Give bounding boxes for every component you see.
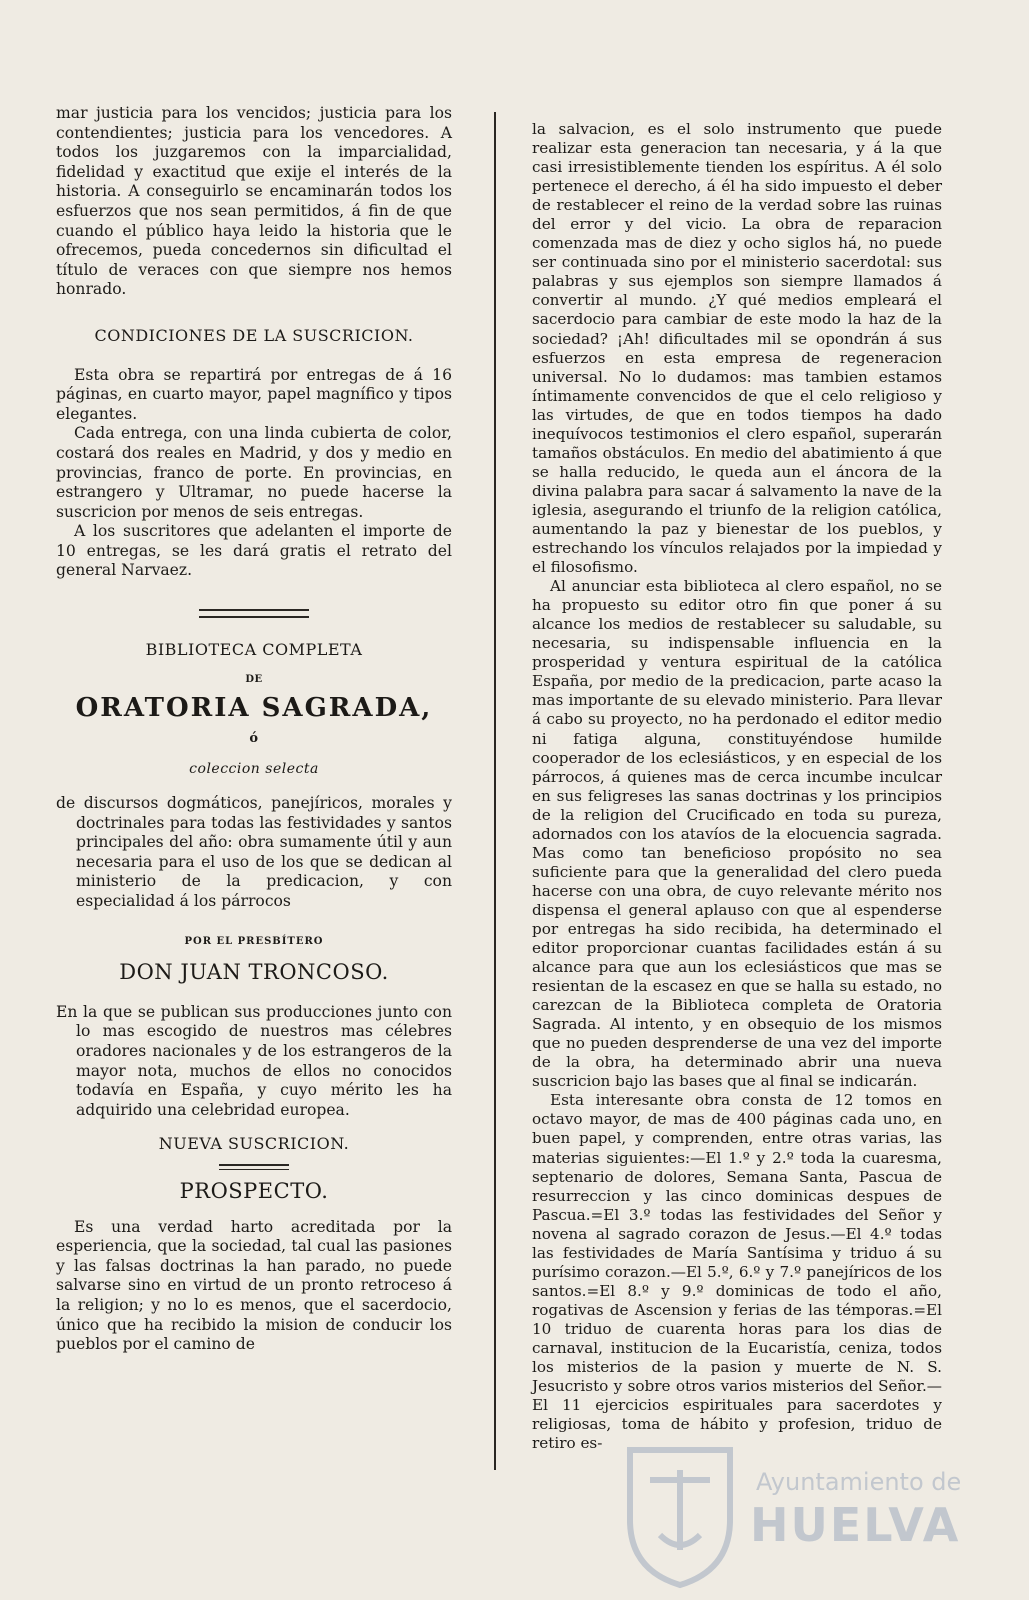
condiciones-paragraph: Cada entrega, con una linda cubierta de color, costará dos reales en Madrid, y dos y medio en provincias, franco de porte. En provincias, en estrangero y Ultramar, no puede hacerse la suscricion por menos de seis entregas.: [56, 424, 452, 521]
prospecto-heading: PROSPECTO.: [179, 1178, 329, 1203]
condiciones-paragraph: Esta obra se repartirá por entregas de á 16 páginas, en cuarto mayor, papel magnífico y tipos elegantes.: [56, 365, 452, 423]
single-rule-divider: [219, 1164, 289, 1170]
watermark-line1: Ayuntamiento de: [756, 1468, 962, 1496]
body-paragraph: Al anunciar esta biblioteca al clero español, no se ha propuesto su editor otro fin que poner á su alcance los medios de restablecer su saludable, su necesaria, su indispensable influencia en la prosperidad y ventura espiritual de la católica España, por medio de la predicacion, parte acaso la mas importante de su elevado ministerio. Para llevar á cabo su proyecto, no ha perdonado el editor medio ni fatiga alguna, constituyéndose humilde cooperador de los eclesiásticos, y en especial de los párrocos, á quienes mas de cerca incumbe inculcar en sus feligreses las sanas doctrinas y los principios de la religion del Crucificado en toda su pureza, adornados con los atavíos de la elocuencia sagrada. Mas como tan beneficioso propósito no sea suficiente para que la generalidad del clero pueda hacerse con una obra, de cuyo relevante mérito nos dispensa el general aplauso con que al espenderse por entregas ha sido recibida, ha determinado el editor proporcionar cuantas facilidades están á su alcance para que aun los eclesiásticos que mas se resientan de la escasez en que se halla su estado, no carezcan de la Biblioteca completa de Oratoria Sagrada. Al intento, y en obsequio de los mismos que no pueden desprenderse de una vez del importe de la obra, ha determinado abrir una nueva suscricion bajo las bases que al final se indicarán.: [532, 577, 942, 1091]
title-oratoria-sagrada: ORATORIA SAGRADA,: [75, 693, 433, 724]
title-de: DE: [245, 673, 263, 685]
body-paragraph: Esta interesante obra consta de 12 tomos en octavo mayor, de mas de 400 páginas cada uno, en buen papel, y comprenden, entre otras varias, las materias siguientes:—El 1.º y 2.º toda la cuaresma, septenario de dolores, Semana Santa, Pascua de resurreccion y las cinco dominicas despues de Pascua.=El 3.º todas las festividades del Señor y novena al sagrado corazon de Jesus.—El 4.º todas las festividades de María Santísima y triduo á su purísimo corazon.—El 5.º, 6.º y 7.º panejíricos de los santos.=El 8.º y 9.º dominicas de todo el año, rogativas de Ascension y ferias de las témporas.=El 10 triduo de cuarenta horas para los dias de carnaval, institucion de la Eucaristía, ceniza, todos los misterios de la pasion y muerte de N. S. Jesucristo y sobre otros varios misterios del Señor.—El 11 ejercicios espirituales para sacerdotes y religiosas, toma de hábito y profesion, triduo de retiro es-: [532, 1091, 942, 1453]
title-coleccion-selecta: coleccion selecta: [189, 761, 319, 778]
watermark-line2: HUELVA: [750, 1498, 961, 1552]
condiciones-heading: CONDICIONES DE LA SUSCRICION.: [94, 325, 414, 345]
prospecto-paragraph: Es una verdad harto acreditada por la esperiencia, que la sociedad, tal cual las pasiones y las falsas doctrinas la han parado, no puede salvarse sino en virtud de un pronto retroceso á la religion; y no lo es menos, que el sacerdocio, único que ha recibido la mision de conducir los pueblos por el camino de: [56, 1217, 452, 1354]
body-paragraph: la salvacion, es el solo instrumento que puede realizar esta generacion tan necesaria, y á la que casi irresistiblemente tienden los espíritus. A él solo pertenece el derecho, á él ha sido impuesto el deber de restablecer el reino de la verdad sobre las ruinas del error y del vicio. La obra de reparacion comenzada mas de diez y ocho siglos há, no puede ser continuada sino por el ministerio sacerdotal: sus palabras y sus ejemplos son siempre llamados á convertir al mundo. ¿Y qué medios empleará el sacerdocio para cambiar de este modo la haz de la sociedad? ¡Ah! dificultades mil se opondrán á sus esfuerzos en esta empresa de regeneracion universal. No lo dudamos: mas tambien estamos íntimamente convencidos de que el celo religioso y las virtudes, de que en todos tiempos ha dado inequívocos testimonios el clero español, superarán tamaños obstáculos. En medio del abatimiento á que se halla reducido, le queda aun el áncora de la divina palabra para sacar á salvamento la nave de la iglesia, asegurando el triunfo de la religion católica, aumentando la paz y bienestar de los pueblos, y estrechando los vínculos relajados por la impiedad y el filosofismo.: [532, 120, 942, 577]
author-name: DON JUAN TRONCOSO.: [119, 960, 389, 985]
left-column: [56, 104, 452, 1355]
title-biblioteca: BIBLIOTECA COMPLETA: [145, 640, 363, 660]
publication-note: En la que se publican sus producciones junto con lo mas escogido de nuestros mas célebres oradores nacionales y de los estrangeros de la mayor nota, muchos de ellos no conocidos todavía en España, y cuyo mérito les ha adquirido una celebridad europea.: [56, 1002, 452, 1119]
column-divider: [494, 112, 496, 1470]
shield-icon: [620, 1440, 740, 1590]
archive-watermark: [620, 1440, 1000, 1590]
condiciones-paragraph: A los suscritores que adelanten el importe de 10 entregas, se les dará gratis el retrato del general Narvaez.: [56, 522, 452, 580]
intro-paragraph: mar justicia para los vencidos; justicia para los contendientes; justicia para los vencedores. A todos los juzgaremos con la imparcialidad, fidelidad y exactitud que exije el interés de la historia. A conseguirlo se encaminarán todos los esfuerzos que nos sean permitidos, á fin de que cuando el público haya leido la historia que le ofrecemos, pueda concedernos sin dificultad el título de veraces con que siempre nos hemos honrado.: [56, 104, 452, 299]
right-column: [532, 120, 942, 1453]
por-el-presbitero: POR EL PRESBÍTERO: [184, 935, 324, 947]
nueva-suscricion-heading: NUEVA SUSCRICION.: [158, 1134, 350, 1154]
double-rule-divider: [199, 609, 309, 618]
title-o: ó: [249, 730, 259, 746]
work-description: de discursos dogmáticos, panejíricos, morales y doctrinales para todas las festividades y santos principales del año: obra sumamente útil y aun necesaria para el uso de los que se dedican al ministerio de la predicacion, y con especialidad á los párrocos: [56, 794, 452, 910]
